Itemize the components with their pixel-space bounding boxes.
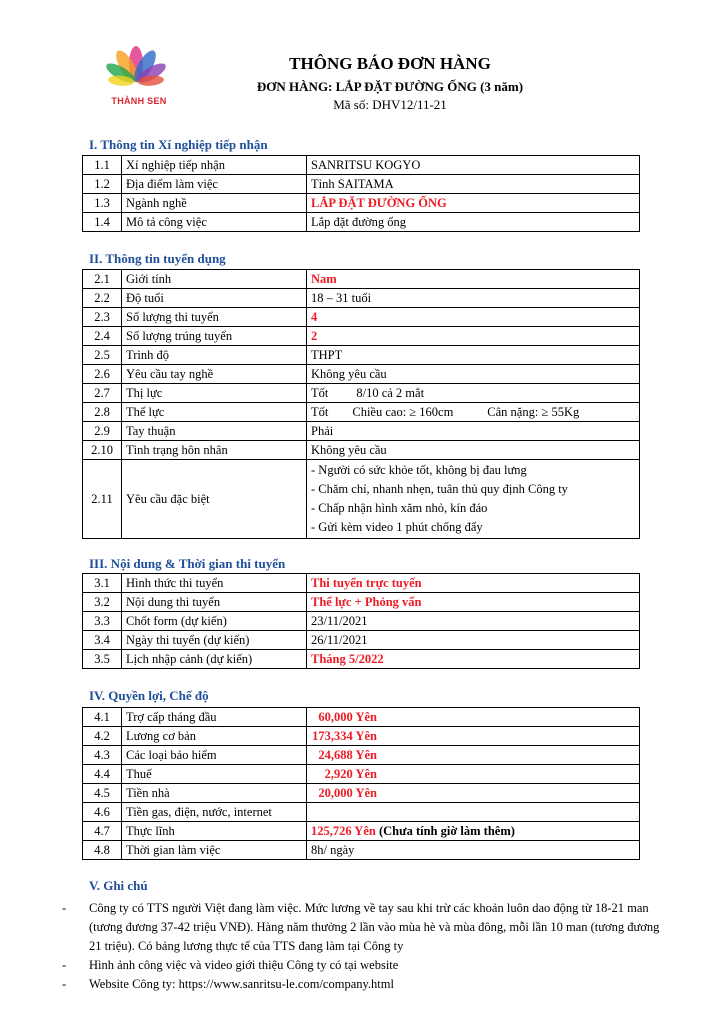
table-row [83, 422, 640, 441]
row-value [307, 403, 640, 422]
row-value: SANRITSU KOGYO [307, 156, 640, 175]
row-number: 2.6 [83, 365, 122, 384]
list-item [62, 975, 662, 994]
row-value [307, 765, 640, 784]
row-label: Thị lực [122, 384, 307, 403]
row-label: Tiền gas, điện, nước, internet [122, 803, 307, 822]
row-number: 3.5 [83, 650, 122, 669]
note-text: Công ty có TTS người Việt đang làm việc. Mức lương về tay sau khi trừ các khoản luôn dao động từ 18-21 man (tương đương 37-42 triệu VNĐ). Hàng năm thưởng 2 lần vào mùa hè và mùa đông, mỗi lần 10 man (tương đương 21 triệu). Có bảng lương thực tế của TTS đang làm tại Công ty [89, 901, 660, 953]
row-label: Ngày thi tuyển (dự kiến) [122, 631, 307, 650]
row-label: Trình độ [122, 346, 307, 365]
row-label: Lịch nhập cảnh (dự kiến) [122, 650, 307, 669]
notes-list [62, 899, 662, 994]
section-title-3: III. Nội dung & Thời gian thi tuyển [89, 556, 286, 571]
row-number: 2.3 [83, 308, 122, 327]
vision-status: Tốt [311, 386, 329, 400]
net-salary-note: (Chưa tính giờ làm thêm) [378, 824, 515, 838]
table-row [83, 841, 640, 860]
table-row [83, 746, 640, 765]
row-value: Tháng 5/2022 [307, 650, 640, 669]
page-title: THÔNG BÁO ĐƠN HÀNG [289, 54, 491, 73]
list-item [62, 899, 662, 956]
requirement-line: - Gửi kèm video 1 phút chống đẩy [311, 520, 483, 534]
row-number: 4.7 [83, 822, 122, 841]
table-row [83, 765, 640, 784]
table-row [83, 631, 640, 650]
row-label: Trợ cấp tháng đầu [122, 708, 307, 727]
row-value: Tỉnh SAITAMA [307, 175, 640, 194]
row-label: Các loại bảo hiểm [122, 746, 307, 765]
section-title-4: IV. Quyền lợi, Chế độ [89, 688, 209, 703]
amount: 24,688 Yên [318, 748, 377, 762]
row-number: 3.1 [83, 574, 122, 593]
table-row [83, 403, 640, 422]
table-row [83, 784, 640, 803]
row-number: 1.2 [83, 175, 122, 194]
row-label: Chốt form (dự kiến) [122, 612, 307, 631]
table-row [83, 460, 640, 539]
table-row [83, 327, 640, 346]
special-requirements [307, 460, 640, 539]
table-row [83, 708, 640, 727]
amount: 60,000 Yên [318, 710, 377, 724]
table-row [83, 156, 640, 175]
company-info-table [82, 155, 640, 232]
vision-detail: 8/10 cả 2 mắt [356, 386, 425, 400]
section-title-1: I. Thông tin Xí nghiệp tiếp nhận [89, 137, 268, 152]
row-label: Yêu cầu đặc biệt [122, 460, 307, 539]
row-label: Thuế [122, 765, 307, 784]
row-value: 18 – 31 tuổi [307, 289, 640, 308]
row-number: 2.1 [83, 270, 122, 289]
net-salary: 125,726 Yên [311, 824, 376, 838]
row-label: Tay thuận [122, 422, 307, 441]
row-value: THPT [307, 346, 640, 365]
section-title-5: V. Ghi chú [89, 878, 148, 893]
table-row [83, 822, 640, 841]
row-value: Không yêu cầu [307, 441, 640, 460]
row-number: 1.3 [83, 194, 122, 213]
row-value: Không yêu cầu [307, 365, 640, 384]
table-row [83, 213, 640, 232]
amount: 173,334 Yên [312, 729, 377, 743]
amount: 20,000 Yên [318, 786, 377, 800]
table-row [83, 365, 640, 384]
row-value: LẮP ĐẶT ĐƯỜNG ỐNG [307, 194, 640, 213]
row-number: 3.2 [83, 593, 122, 612]
requirement-line: - Người có sức khỏe tốt, không bị đau lưng [311, 463, 527, 477]
row-label: Xí nghiệp tiếp nhận [122, 156, 307, 175]
row-label: Thực lĩnh [122, 822, 307, 841]
row-label: Số lượng trúng tuyển [122, 327, 307, 346]
row-number: 2.9 [83, 422, 122, 441]
row-value: 8h/ ngày [307, 841, 640, 860]
row-label: Tiền nhà [122, 784, 307, 803]
order-code: Mã số: DHV12/11-21 [333, 97, 447, 112]
row-label: Ngành nghề [122, 194, 307, 213]
row-number: 2.2 [83, 289, 122, 308]
row-number: 4.2 [83, 727, 122, 746]
row-value: Phải [307, 422, 640, 441]
row-number: 2.7 [83, 384, 122, 403]
table-row [83, 346, 640, 365]
row-number: 4.8 [83, 841, 122, 860]
weight-requirement: Cân nặng: ≥ 55Kg [487, 405, 580, 419]
row-number: 4.6 [83, 803, 122, 822]
recruitment-info-table [82, 269, 640, 539]
table-row [83, 384, 640, 403]
requirement-line: - Chăm chỉ, nhanh nhẹn, tuân thủ quy định Công ty [311, 482, 568, 496]
row-value [307, 708, 640, 727]
row-number: 2.10 [83, 441, 122, 460]
benefits-table [82, 707, 640, 860]
row-label: Yêu cầu tay nghề [122, 365, 307, 384]
row-value: Thể lực + Phỏng vấn [307, 593, 640, 612]
row-label: Mô tả công việc [122, 213, 307, 232]
row-number: 1.1 [83, 156, 122, 175]
row-label: Lương cơ bản [122, 727, 307, 746]
row-value [307, 803, 640, 822]
row-label: Số lượng thi tuyển [122, 308, 307, 327]
row-value [307, 384, 640, 403]
order-subtitle: ĐƠN HÀNG: LẮP ĐẶT ĐƯỜNG ỐNG (3 năm) [256, 79, 524, 94]
table-row [83, 574, 640, 593]
row-value: Nam [307, 270, 640, 289]
table-row [83, 803, 640, 822]
table-row [83, 593, 640, 612]
row-number: 1.4 [83, 213, 122, 232]
row-label: Thể lực [122, 403, 307, 422]
section-title-2: II. Thông tin tuyển dụng [89, 251, 226, 266]
row-number: 2.4 [83, 327, 122, 346]
row-number: 2.5 [83, 346, 122, 365]
table-row [83, 612, 640, 631]
row-number: 4.5 [83, 784, 122, 803]
row-number: 3.3 [83, 612, 122, 631]
row-value: 4 [307, 308, 640, 327]
table-row [83, 175, 640, 194]
row-value: 23/11/2021 [307, 612, 640, 631]
row-number: 4.3 [83, 746, 122, 765]
row-label: Hình thức thi tuyển [122, 574, 307, 593]
row-label: Nội dung thi tuyển [122, 593, 307, 612]
row-label: Độ tuổi [122, 289, 307, 308]
table-row [83, 441, 640, 460]
amount: 2,920 Yên [324, 767, 377, 781]
row-value: Lắp đặt đường ống [307, 213, 640, 232]
row-value: 2 [307, 327, 640, 346]
row-number: 4.1 [83, 708, 122, 727]
row-label: Địa điểm làm việc [122, 175, 307, 194]
table-row [83, 270, 640, 289]
bullet-dash: - [62, 958, 67, 972]
list-item [62, 956, 662, 975]
row-value [307, 727, 640, 746]
row-number: 2.8 [83, 403, 122, 422]
row-number: 4.4 [83, 765, 122, 784]
height-requirement: Chiều cao: ≥ 160cm [352, 405, 454, 419]
row-label: Tình trạng hôn nhân [122, 441, 307, 460]
row-number: 2.11 [83, 460, 122, 539]
row-number: 3.4 [83, 631, 122, 650]
fitness-status: Tốt [311, 405, 329, 419]
table-row [83, 650, 640, 669]
note-text: Website Công ty: https://www.sanritsu-le.com/company.html [89, 977, 394, 991]
bullet-dash: - [62, 977, 67, 991]
table-row [83, 727, 640, 746]
exam-info-table [82, 573, 640, 669]
table-row [83, 308, 640, 327]
row-value [307, 746, 640, 765]
row-value [307, 822, 640, 841]
table-row [83, 289, 640, 308]
requirement-line: - Chấp nhận hình xăm nhỏ, kín đáo [311, 501, 488, 515]
row-label: Giới tính [122, 270, 307, 289]
logo-text: THÀNH SEN [111, 96, 167, 106]
bullet-dash: - [62, 901, 67, 915]
note-text: Hình ảnh công việc và video giới thiệu Công ty có tại website [89, 958, 399, 972]
table-row [83, 194, 640, 213]
row-label: Thời gian làm việc [122, 841, 307, 860]
row-value: 26/11/2021 [307, 631, 640, 650]
row-value [307, 784, 640, 803]
row-value: Thi tuyển trực tuyến [307, 574, 640, 593]
